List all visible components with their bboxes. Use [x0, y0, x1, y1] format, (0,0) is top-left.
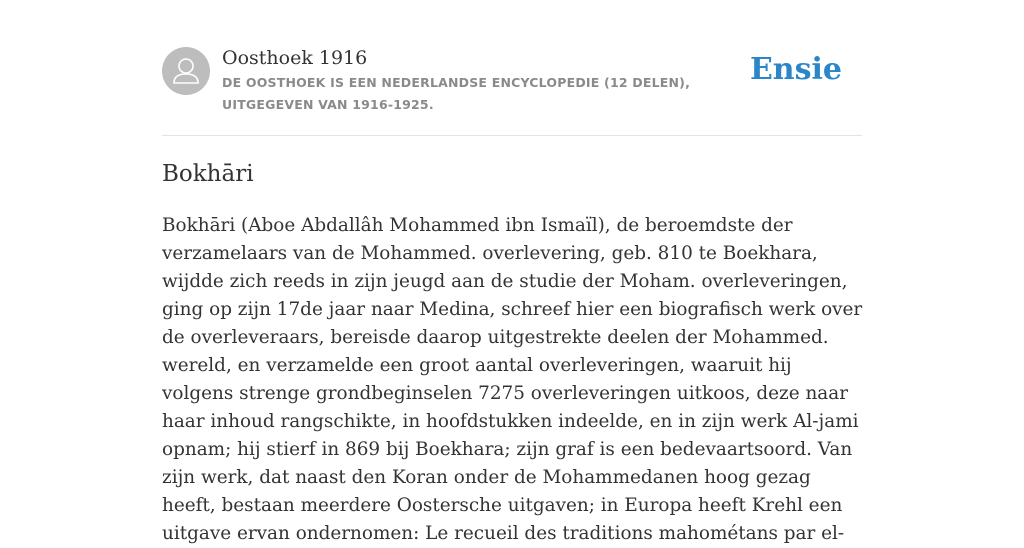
- article-title: Bokhāri: [162, 161, 254, 187]
- source-description: DE OOSTHOEK IS EEN NEDERLANDSE ENCYCLOPEDIE (12 DELEN), UITGEGEVEN VAN 1916-1925.: [222, 75, 691, 112]
- article-body: Bokhāri (Aboe Abdallâh Mohammed ibn Ismaïl), de beroemdste der verzamelaars van de Mohammed. overlevering, geb. 810 te Boekhara, wijdde zich reeds in zijn jeugd aan de studie der Moham. overleveringen, ging op zijn 17de jaar naar Medina, schreef hier een biografisch werk over de overleveraars, bereisde daarop uitgestrekte deelen der Mohammed. wereld, en verzamelde een groot aantal overleveringen, waaruit hij volgens strenge grondbeginselen 7275 overleveringen uitkoos, deze naar haar inhoud rangschikte, in hoofdstukken indeelde, en in zijn werk Al-jami opnam; hij stierf in 869 bij Boekhara; zijn graf is een bedevaartsoord. Van zijn werk, dat naast den Koran onder de Mohammedanen hoog gezag heeft, bestaan meerdere Oostersche uitgaven; in Europa heeft Krehl een uitgave ervan ondernomen: Le recueil des traditions mahométans par el-: [162, 215, 863, 544]
- source-title[interactable]: Oosthoek 1916: [222, 47, 368, 69]
- user-icon: [162, 47, 210, 95]
- brand-logo-link[interactable]: Ensie: [749, 52, 842, 87]
- source-avatar: [162, 47, 210, 95]
- header-divider: [162, 135, 862, 136]
- source-info: [222, 44, 762, 116]
- source-header: [162, 44, 862, 134]
